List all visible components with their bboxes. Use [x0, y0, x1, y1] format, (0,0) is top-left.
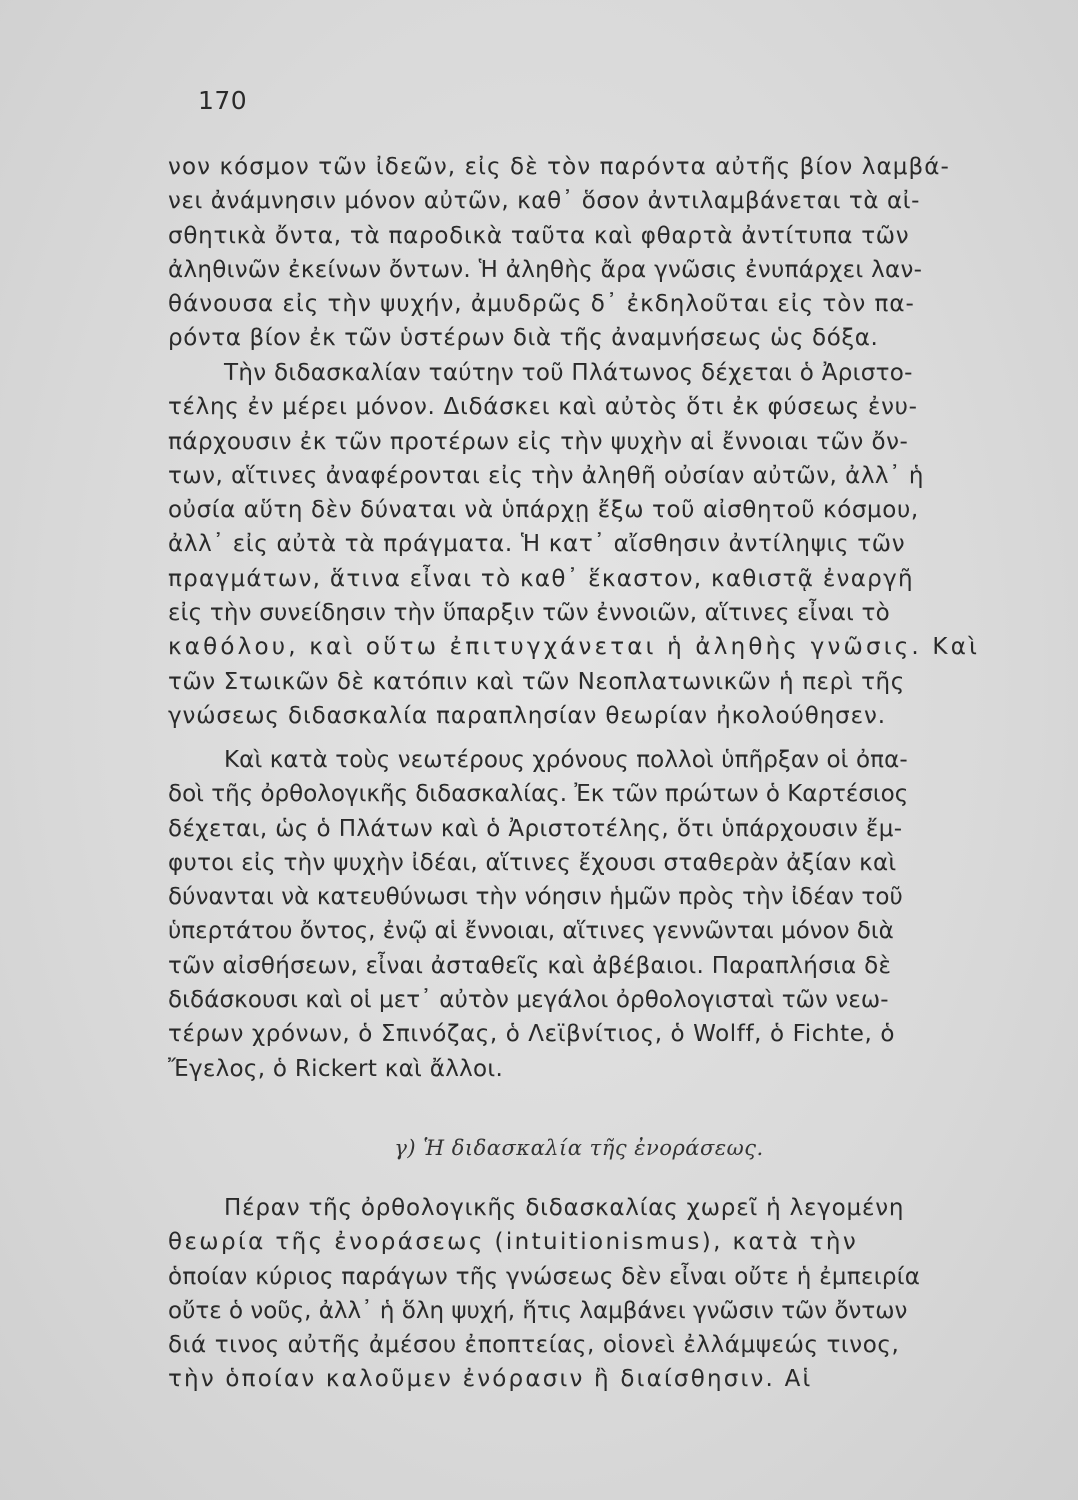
text-line: Τὴν διδασκαλίαν ταύτην τοῦ Πλάτωνος δέχεται ὁ Ἀριστο- [224, 360, 913, 386]
paragraph-1 [168, 150, 1018, 356]
text-line: οὔτε ὁ νοῦς, ἀλλ᾿ ἡ ὅλη ψυχή, ἥτις λαμβάνει γνῶσιν τῶν ὄντων [168, 1297, 908, 1324]
page-number: 170 [198, 86, 248, 115]
section-heading: γ) Ἡ διδασκαλία τῆς ἐνοράσεως. [394, 1136, 764, 1160]
text-line: πραγμάτων, ἅτινα εἶναι τὸ καθ᾿ ἕκαστον, καθιστᾷ ἐναργῆ [168, 565, 914, 592]
text-line: ἀληθινῶν ἐκείνων ὄντων. Ἡ ἀληθὴς ἄρα γνῶσις ἐνυπάρχει λαν- [168, 256, 923, 283]
text-line: νει ἀνάμνησιν μόνον αὐτῶν, καθ᾿ ὅσον ἀντιλαμβάνεται τὰ αἰ- [168, 188, 921, 215]
text-line: των, αἵτινες ἀναφέρονται εἰς τὴν ἀληθῆ οὐσίαν αὐτῶν, ἀλλ᾿ ἡ [168, 462, 924, 489]
text-line: δέχεται, ὡς ὁ Πλάτων καὶ ὁ Ἀριστοτέλης, ὅτι ὑπάρχουσιν ἔμ- [168, 815, 903, 842]
text-line: διά τινος αὐτῆς ἀμέσου ἐποπτείας, οἱονεὶ ἐλλάμψεώς τινος, [168, 1332, 900, 1359]
text-line: τέρων χρόνων, ὁ Σπινόζας, ὁ Λεϊβνίτιος, ὁ Wolff, ὁ Fichte, ὁ [168, 1021, 896, 1048]
text-line: θάνουσα εἰς τὴν ψυχήν, ἀμυδρῶς δ᾿ ἐκδηλοῦται εἰς τὸν πα- [168, 291, 915, 318]
text-line: καθόλου, καὶ οὕτω ἐπιτυγχάνεται ἡ ἀληθὴς γνῶσις. Καὶ [168, 634, 981, 661]
paragraph-4 [168, 1191, 1018, 1397]
text-line: τῶν αἰσθήσεων, εἶναι ἀσταθεῖς καὶ ἀβέβαιοι. Παραπλήσια δὲ [168, 952, 892, 979]
text-line: γνώσεως διδασκαλία παραπλησίαν θεωρίαν ἠκολούθησεν. [168, 702, 886, 729]
paragraph-3 [168, 743, 1018, 1086]
text-line: δύνανται νὰ κατευθύνωσι τὴν νόησιν ἡμῶν πρὸς τὴν ἰδέαν τοῦ [168, 884, 903, 911]
text-line: τέλης ἐν μέρει μόνον. Διδάσκει καὶ αὐτὸς ὅτι ἐκ φύσεως ἐνυ- [168, 394, 918, 421]
text-line: νον κόσμον τῶν ἰδεῶν, εἰς δὲ τὸν παρόντα αὐτῆς βίον λαμβά- [168, 154, 950, 180]
text-line: Καὶ κατὰ τοὺς νεωτέρους χρόνους πολλοὶ ὑπῆρξαν οἱ ὀπα- [224, 747, 908, 773]
text-line: διδάσκουσι καὶ οἱ μετ᾿ αὐτὸν μεγάλοι ὀρθολογισταὶ τῶν νεω- [168, 987, 889, 1014]
text-line: πάρχουσιν ἐκ τῶν προτέρων εἰς τὴν ψυχὴν αἱ ἔννοιαι τῶν ὄν- [168, 428, 909, 455]
text-line: ὑπερτάτου ὄντος, ἐνῷ αἱ ἔννοιαι, αἵτινες γεννῶνται μόνον διὰ [168, 918, 894, 945]
text-line: θεωρία τῆς ἐνοράσεως (intuitionismus), κατὰ τὴν [168, 1229, 859, 1256]
text-line: εἰς τὴν συνείδησιν τὴν ὕπαρξιν τῶν ἐννοιῶν, αἵτινες εἶναι τὸ [168, 600, 890, 627]
paragraph-2 [168, 356, 1018, 733]
text-line: ἀλλ᾿ εἰς αὐτὰ τὰ πράγματα. Ἡ κατ᾿ αἴσθησιν ἀντίληψις τῶν [168, 531, 906, 558]
text-line: δοὶ τῆς ὀρθολογικῆς διδασκαλίας. Ἐκ τῶν πρώτων ὁ Καρτέσιος [168, 781, 909, 808]
text-line: τῶν Στωικῶν δὲ κατόπιν καὶ τῶν Νεοπλατωνικῶν ἡ περὶ τῆς [168, 668, 905, 695]
text-line: οὐσία αὕτη δὲν δύναται νὰ ὑπάρχῃ ἔξω τοῦ αἰσθητοῦ κόσμου, [168, 497, 919, 524]
text-line: ρόντα βίον ἐκ τῶν ὑστέρων διὰ τῆς ἀναμνήσεως ὡς δόξα. [168, 325, 879, 352]
text-line: Πέραν τῆς ὀρθολογικῆς διδασκαλίας χωρεῖ ἡ λεγομένη [224, 1195, 905, 1221]
text-line: σθητικὰ ὄντα, τὰ παροδικὰ ταῦτα καὶ φθαρτὰ ἀντίτυπα τῶν [168, 222, 910, 249]
text-line: φυτοι εἰς τὴν ψυχὴν ἰδέαι, αἵτινες ἔχουσι σταθερὰν ἀξίαν καὶ [168, 849, 897, 876]
text-line: ὁποίαν κύριος παράγων τῆς γνώσεως δὲν εἶναι οὔτε ἡ ἐμπειρία [168, 1263, 921, 1290]
text-line: Ἔγελος, ὁ Rickert καὶ ἄλλοι. [168, 1055, 504, 1082]
text-line: τὴν ὁποίαν καλοῦμεν ἐνόρασιν ἢ διαίσθησιν. Αἱ [168, 1366, 813, 1393]
